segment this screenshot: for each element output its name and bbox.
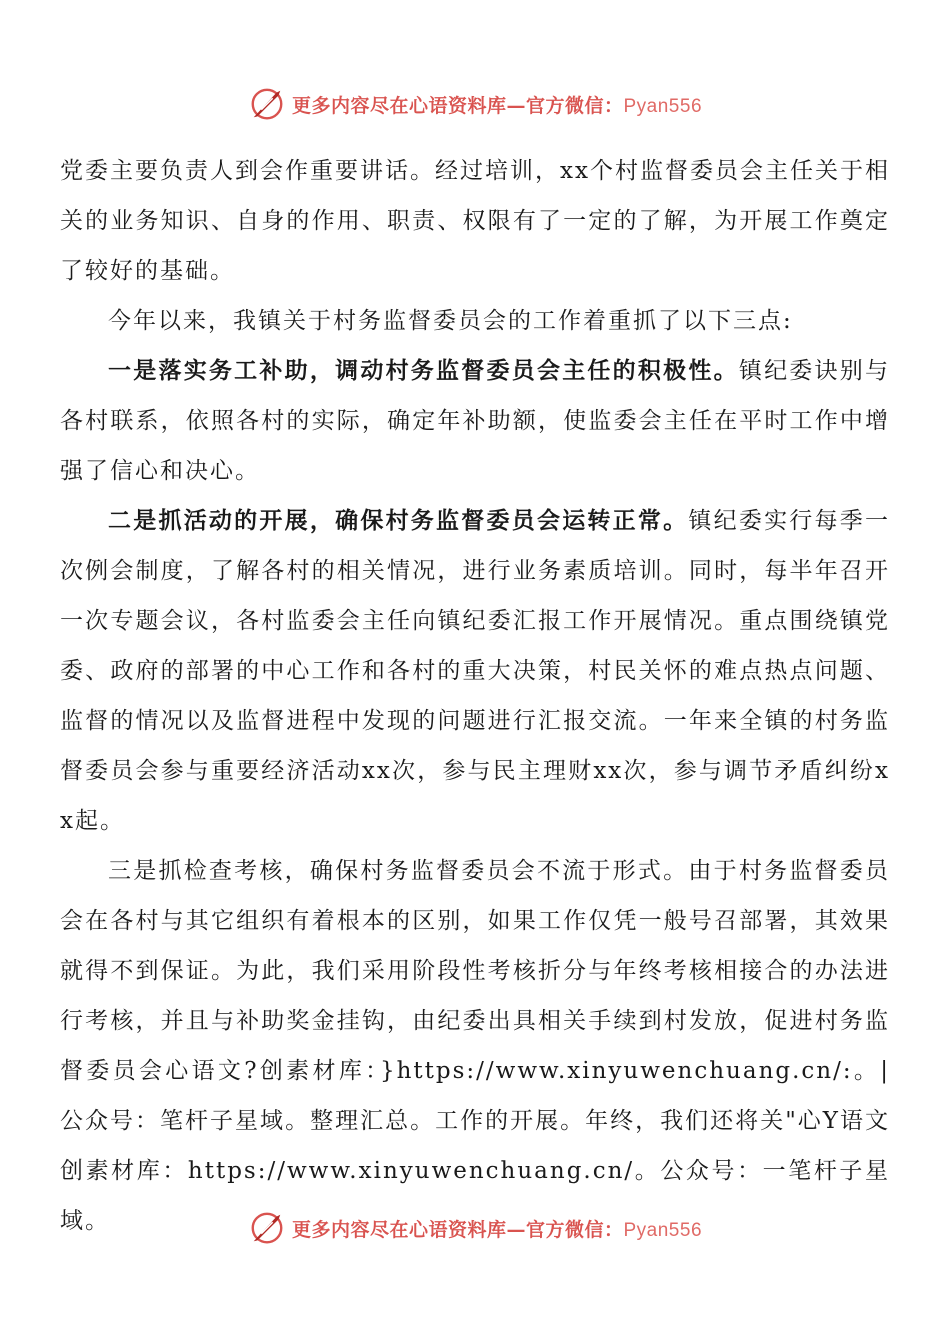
paragraph-3-heading: 一是落实务工补助，调动村务监督委员会主任的积极性。 (108, 357, 739, 384)
watermark-text: 更多内容尽在心语资料库—官方微信：Pyan556 (291, 1218, 703, 1241)
paragraph-1: 党委主要负责人到会作重要讲话。经过培训，xx个村监督委员会主任关于相关的业务知识、自身的作用、职责、权限有了一定的了解，为开展工作奠定了较好的基础。 (60, 158, 890, 284)
paragraph-4: 二是抓活动的开展，确保村务监督委员会运转正常。镇纪委实行每季一次例会制度，了解各村的相关情况，进行业务素质培训。同时，每半年召开一次专题会议，各村监委会主任向镇纪委汇报工作开展情况。重点围绕镇党委、政府的部署的中心工作和各村的重大决策，村民关怀的难点热点问题、监督的情况以及监督进程中发现的问题进行汇报交流。一年来全镇的村务监督委员会参与重要经济活动xx次，参与民主理财xx次，参与调节矛盾纠纷xx起。 (60, 507, 891, 834)
footer-watermark (0, 1206, 950, 1250)
paragraph-3: 一是落实务工补助，调动村务监督委员会主任的积极性。镇纪委诀别与各村联系，依照各村的实际，确定年补助额，使监委会主任在平时工作中增强了信心和决心。 (60, 357, 891, 484)
paragraph-5: 三是抓检查考核，确保村务监督委员会不流于形式。由于村务监督委员会在各村与其它组织有着根本的区别，如果工作仅凭一般号召部署，其效果就得不到保证。为此，我们采用阶段性考核折分与年终考核相接合的办法进行考核，并且与补助奖金挂钩，由纪委出具相关手续到村发放，促进村务监督委员会心语文?创素材库：}https://www.xinyuwenchuang.cn/:。|公众号：笔杆子星域。整理汇总。工作的开展。年终，我们还将关"心Y语文创素材库：https://www.xinyuwenchuang.cn/。公众号：一笔杆子星域。 (60, 858, 890, 1234)
paragraph-4-heading: 二是抓活动的开展，确保村务监督委员会运转正常。 (108, 507, 689, 534)
watermark-text: 更多内容尽在心语资料库—官方微信：Pyan556 (291, 94, 703, 117)
quill-logo-icon (248, 85, 286, 123)
quill-logo-icon (248, 1209, 286, 1247)
paragraph-2: 今年以来，我镇关于村务监督委员会的工作着重抓了以下三点: (108, 308, 793, 334)
watermark-wechat-id: Pyan556 (623, 95, 703, 117)
document-body (60, 146, 890, 1246)
header-watermark (0, 82, 950, 126)
watermark-wechat-id: Pyan556 (623, 1219, 703, 1241)
